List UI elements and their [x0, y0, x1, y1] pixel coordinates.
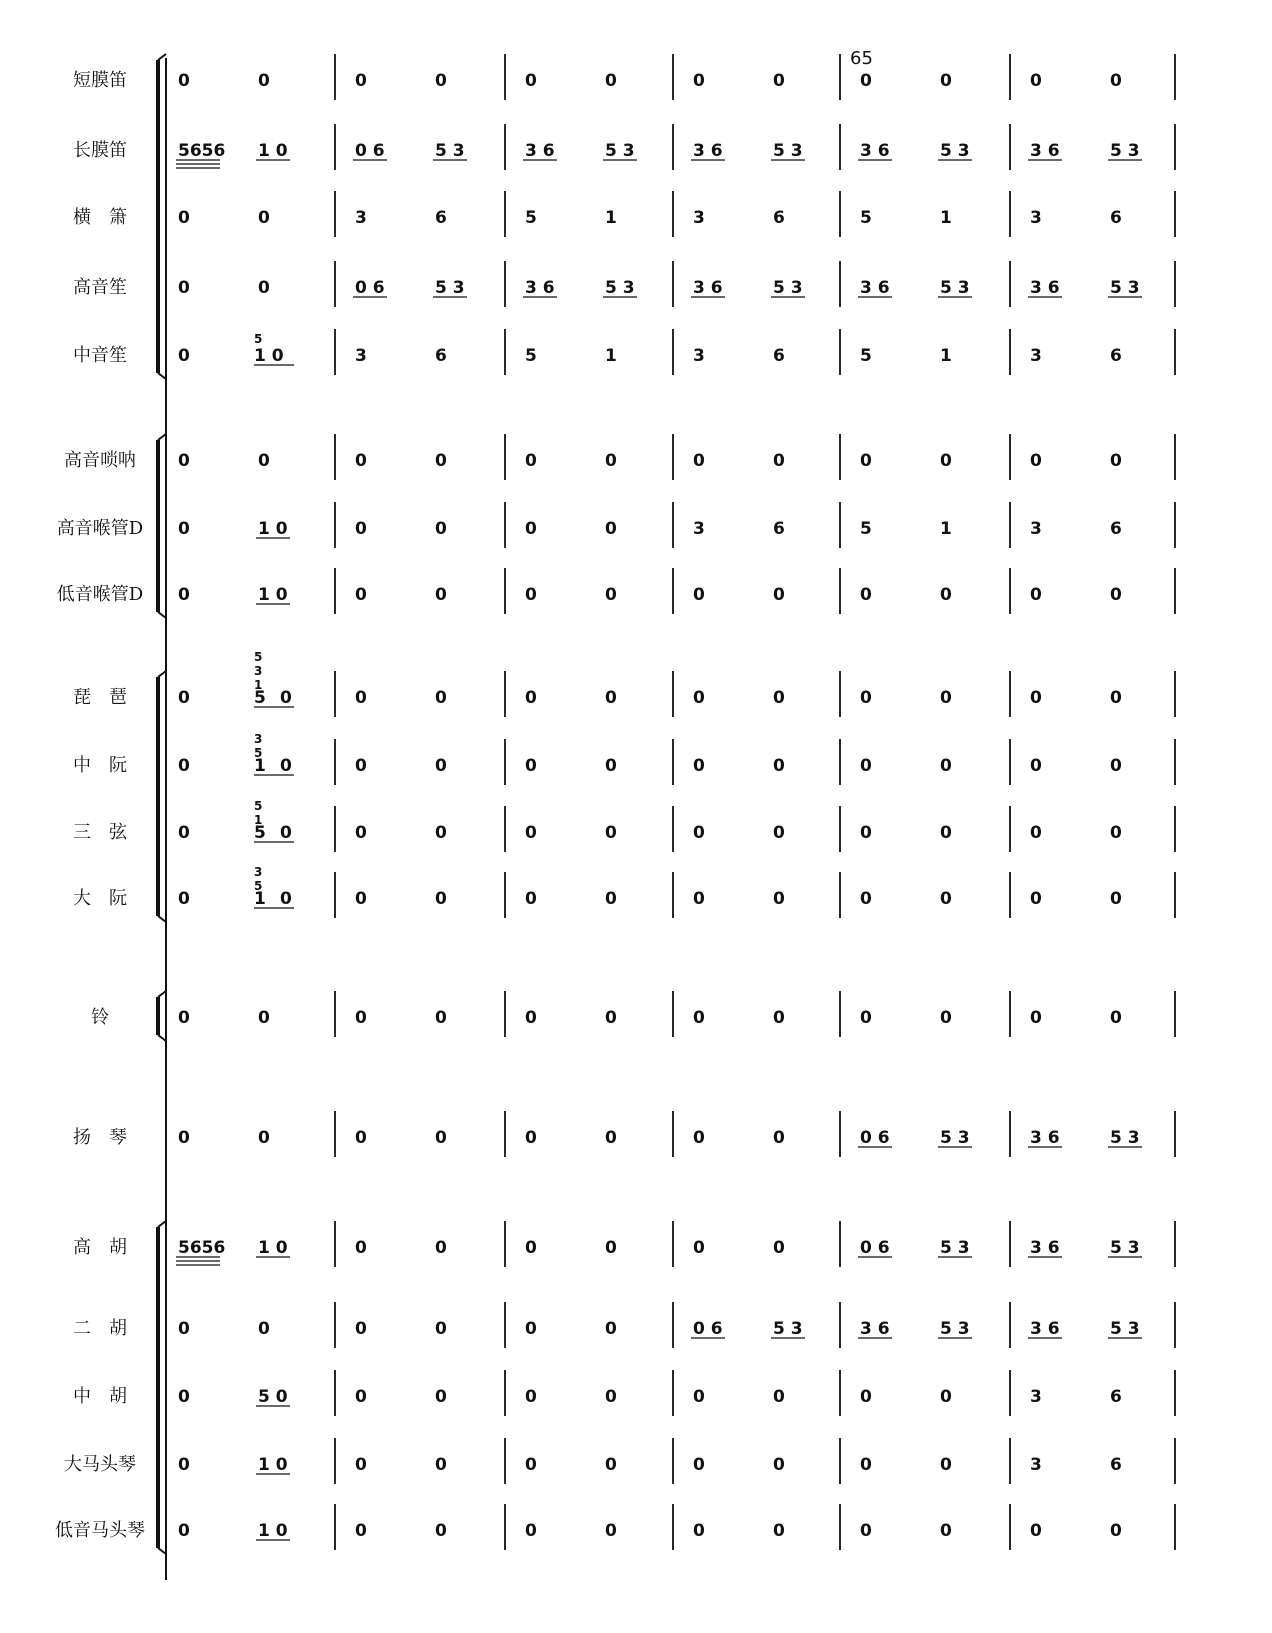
note: 5 — [525, 208, 537, 228]
note: 0 6 — [860, 1128, 890, 1148]
note: 0 — [1030, 688, 1042, 708]
note: 0 — [355, 1319, 367, 1339]
note: 0 — [860, 756, 872, 776]
note: 0 — [773, 823, 785, 843]
note: 6 — [435, 346, 447, 366]
note: 6 — [1110, 519, 1122, 539]
instrument-label: 低音喉管D — [56, 584, 144, 605]
note: 0 — [1110, 823, 1122, 843]
note: 0 — [693, 1521, 705, 1541]
note: 0 — [258, 71, 270, 91]
note: 0 — [525, 1521, 537, 1541]
note: 0 — [258, 1319, 270, 1339]
note: 0 — [940, 1521, 952, 1541]
note: 0 — [258, 278, 270, 298]
note: 0 — [1030, 889, 1042, 909]
note: 0 — [178, 451, 190, 471]
note: 0 — [773, 585, 785, 605]
note: 0 — [940, 688, 952, 708]
note: 0 6 — [355, 141, 385, 161]
bracket-hook — [158, 434, 166, 440]
instrument-label: 扬 琴 — [73, 1127, 127, 1148]
note: 0 — [1030, 71, 1042, 91]
note: 5 — [860, 208, 872, 228]
note: 0 — [355, 71, 367, 91]
note: 0 — [693, 756, 705, 776]
bracket-hook — [158, 671, 166, 677]
instrument-label: 中 阮 — [73, 755, 127, 776]
note: 0 — [258, 1008, 270, 1028]
note: 6 — [1110, 346, 1122, 366]
note: 0 — [525, 1128, 537, 1148]
note: 0 — [178, 756, 190, 776]
note: 3 6 — [1030, 278, 1060, 298]
note: 0 — [435, 688, 447, 708]
note: 0 — [355, 823, 367, 843]
note: 6 — [773, 208, 785, 228]
notation — [176, 71, 1142, 1541]
instrument-label: 大马头琴 — [64, 1454, 136, 1475]
note: 0 — [940, 889, 952, 909]
note: 0 — [280, 688, 292, 708]
note: 0 — [178, 585, 190, 605]
instrument-label: 中 胡 — [73, 1386, 127, 1407]
note: 0 6 — [355, 278, 385, 298]
chord-note: 3 — [254, 664, 263, 678]
note: 3 — [1030, 1455, 1042, 1475]
note: 3 — [693, 208, 705, 228]
bracket-hook — [158, 54, 166, 60]
instrument-label: 低音马头琴 — [55, 1520, 145, 1541]
bracket-hook — [158, 916, 166, 922]
note: 0 — [773, 1238, 785, 1258]
bracket-hook — [158, 373, 166, 379]
instrument-label: 大 阮 — [73, 888, 127, 909]
note: 3 6 — [1030, 141, 1060, 161]
note: 3 — [693, 346, 705, 366]
note: 0 — [693, 585, 705, 605]
note: 0 — [525, 585, 537, 605]
chord-note: 1 — [254, 889, 266, 909]
note: 0 — [355, 889, 367, 909]
note: 5656 — [178, 141, 226, 161]
note: 0 — [693, 451, 705, 471]
note: 3 — [1030, 1387, 1042, 1407]
note: 0 — [355, 519, 367, 539]
note: 5 3 — [435, 278, 465, 298]
note: 0 — [435, 1455, 447, 1475]
note: 0 — [435, 585, 447, 605]
chord-note: 5 — [254, 332, 263, 346]
note: 0 — [1110, 889, 1122, 909]
note: 0 — [435, 889, 447, 909]
note: 0 — [178, 71, 190, 91]
note: 0 — [1110, 756, 1122, 776]
note: 5 — [860, 519, 872, 539]
note: 0 — [605, 688, 617, 708]
instrument-label: 高音唢呐 — [64, 450, 136, 471]
instrument-label: 高音喉管D — [56, 518, 144, 539]
note: 0 — [860, 688, 872, 708]
bracket-hook — [158, 1548, 166, 1554]
note: 0 — [355, 1521, 367, 1541]
note: 0 — [435, 756, 447, 776]
note: 0 — [605, 585, 617, 605]
note: 5 3 — [605, 141, 635, 161]
note: 0 — [860, 1008, 872, 1028]
note: 0 — [525, 1319, 537, 1339]
note: 0 — [178, 1455, 190, 1475]
note: 0 — [1110, 71, 1122, 91]
note: 5 3 — [773, 1319, 803, 1339]
note: 0 — [435, 1387, 447, 1407]
note: 0 — [435, 451, 447, 471]
note: 0 — [178, 1387, 190, 1407]
chord-note: 1 — [254, 813, 263, 827]
note: 5 — [860, 346, 872, 366]
note: 3 6 — [693, 278, 723, 298]
note: 0 — [605, 1008, 617, 1028]
note: 0 — [525, 688, 537, 708]
note: 1 0 — [258, 585, 288, 605]
note: 3 — [1030, 346, 1042, 366]
note: 5 3 — [605, 278, 635, 298]
note: 3 — [1030, 519, 1042, 539]
note: 0 — [605, 1521, 617, 1541]
instrument-label: 短膜笛 — [73, 70, 127, 91]
note: 0 — [178, 1008, 190, 1028]
note: 0 — [1030, 756, 1042, 776]
note: 0 — [605, 1455, 617, 1475]
note: 1 0 — [258, 519, 288, 539]
instrument-label: 高音笙 — [73, 277, 127, 298]
note: 0 — [605, 519, 617, 539]
note: 0 — [435, 519, 447, 539]
note: 0 — [178, 208, 190, 228]
note: 0 — [258, 451, 270, 471]
note: 0 — [1110, 585, 1122, 605]
instrument-label: 中音笙 — [73, 345, 127, 366]
note: 0 — [1030, 585, 1042, 605]
note: 1 0 — [258, 1455, 288, 1475]
chord-note: 5 — [254, 746, 263, 760]
note: 0 — [355, 1455, 367, 1475]
note: 1 — [605, 208, 617, 228]
bracket-hook — [158, 612, 166, 618]
chord-note: 5 — [254, 688, 266, 708]
note: 3 6 — [860, 141, 890, 161]
note: 0 — [435, 71, 447, 91]
note: 0 — [693, 71, 705, 91]
note: 0 — [355, 688, 367, 708]
note: 0 — [280, 823, 292, 843]
note: 0 — [178, 823, 190, 843]
note: 0 — [435, 1008, 447, 1028]
note: 5 3 — [435, 141, 465, 161]
note: 0 — [605, 756, 617, 776]
note: 0 — [773, 71, 785, 91]
note: 3 — [355, 208, 367, 228]
note: 6 — [1110, 1387, 1122, 1407]
note: 0 — [178, 1319, 190, 1339]
note: 0 — [525, 519, 537, 539]
note: 1 0 — [258, 1521, 288, 1541]
note: 0 — [178, 889, 190, 909]
note: 0 — [435, 1238, 447, 1258]
note: 0 — [605, 451, 617, 471]
note: 0 — [280, 889, 292, 909]
note: 0 — [860, 889, 872, 909]
note: 0 — [355, 1008, 367, 1028]
note: 0 — [860, 823, 872, 843]
note: 0 — [693, 823, 705, 843]
note: 0 — [693, 889, 705, 909]
note: 0 — [258, 1128, 270, 1148]
note: 0 — [605, 1387, 617, 1407]
chord-note: 3 — [254, 732, 263, 746]
note: 1 — [940, 208, 952, 228]
note: 0 — [773, 1387, 785, 1407]
note: 0 — [355, 756, 367, 776]
note: 0 — [258, 208, 270, 228]
note: 0 — [525, 1238, 537, 1258]
note: 3 6 — [693, 141, 723, 161]
note: 0 — [355, 451, 367, 471]
note: 6 — [1110, 208, 1122, 228]
note: 0 — [773, 1521, 785, 1541]
instrument-label: 高 胡 — [73, 1237, 127, 1258]
note: 5 3 — [940, 1319, 970, 1339]
chord-note: 5 — [254, 799, 263, 813]
note: 0 — [435, 1319, 447, 1339]
note: 5 3 — [1110, 278, 1140, 298]
note: 0 — [178, 346, 190, 366]
page-number: 65 — [850, 48, 873, 69]
note: 3 6 — [525, 278, 555, 298]
staff-structure — [158, 54, 1175, 1580]
note: 0 — [355, 1238, 367, 1258]
note: 0 6 — [693, 1319, 723, 1339]
note: 0 — [693, 1455, 705, 1475]
note: 1 0 — [258, 1238, 288, 1258]
note: 0 — [1030, 823, 1042, 843]
note: 0 — [605, 71, 617, 91]
note: 0 — [1030, 451, 1042, 471]
note: 0 — [525, 756, 537, 776]
note: 0 — [940, 585, 952, 605]
note: 0 — [693, 1008, 705, 1028]
note: 0 — [860, 71, 872, 91]
note: 0 — [773, 688, 785, 708]
note: 1 — [605, 346, 617, 366]
note: 1 — [940, 346, 952, 366]
note: 6 — [773, 346, 785, 366]
chord-note: 1 — [254, 678, 263, 692]
note: 0 — [860, 1521, 872, 1541]
instrument-label: 三 弦 — [73, 822, 127, 843]
note: 0 — [940, 71, 952, 91]
note: 5 3 — [940, 1128, 970, 1148]
note: 0 — [178, 688, 190, 708]
note: 5 — [525, 346, 537, 366]
note: 0 — [525, 823, 537, 843]
note: 0 — [605, 1319, 617, 1339]
note: 0 — [435, 823, 447, 843]
note: 0 — [860, 451, 872, 471]
note: 0 — [605, 823, 617, 843]
note: 0 — [860, 1455, 872, 1475]
note: 0 — [525, 451, 537, 471]
note: 0 — [355, 1128, 367, 1148]
note: 5 3 — [940, 1238, 970, 1258]
instrument-label: 长膜笛 — [73, 140, 127, 161]
note: 3 6 — [1030, 1319, 1060, 1339]
note: 0 — [940, 823, 952, 843]
bracket-hook — [158, 991, 166, 997]
note: 0 — [1110, 1521, 1122, 1541]
note: 0 — [355, 585, 367, 605]
note: 5 3 — [1110, 1128, 1140, 1148]
note: 5656 — [178, 1238, 226, 1258]
note: 6 — [435, 208, 447, 228]
note: 0 — [178, 1521, 190, 1541]
instrument-labels — [55, 70, 145, 1541]
note: 0 — [693, 1128, 705, 1148]
note: 5 3 — [773, 141, 803, 161]
note: 0 — [1030, 1521, 1042, 1541]
note: 5 3 — [940, 278, 970, 298]
note: 0 — [178, 278, 190, 298]
note: 0 — [773, 1455, 785, 1475]
note: 0 — [178, 1128, 190, 1148]
note: 0 — [605, 1238, 617, 1258]
note: 3 — [355, 346, 367, 366]
note: 0 — [860, 585, 872, 605]
note: 0 — [773, 889, 785, 909]
note: 6 — [773, 519, 785, 539]
note: 3 6 — [860, 1319, 890, 1339]
chord-note: 5 — [254, 650, 263, 664]
note: 3 — [693, 519, 705, 539]
note: 3 6 — [1030, 1238, 1060, 1258]
note: 1 0 — [254, 346, 284, 366]
note: 5 0 — [258, 1387, 288, 1407]
note: 0 — [773, 451, 785, 471]
note: 3 6 — [525, 141, 555, 161]
note: 0 — [693, 688, 705, 708]
note: 0 — [940, 1008, 952, 1028]
chord-note: 5 — [254, 879, 263, 893]
note: 0 — [1110, 1008, 1122, 1028]
note: 1 — [940, 519, 952, 539]
note: 0 — [280, 756, 292, 776]
note: 0 — [693, 1387, 705, 1407]
note: 0 — [525, 71, 537, 91]
note: 3 6 — [860, 278, 890, 298]
note: 0 — [1110, 451, 1122, 471]
note: 0 — [1030, 1008, 1042, 1028]
note: 0 — [605, 1128, 617, 1148]
note: 0 — [940, 1455, 952, 1475]
note: 0 — [435, 1521, 447, 1541]
note: 0 — [525, 1387, 537, 1407]
note: 0 — [525, 889, 537, 909]
note: 0 — [525, 1455, 537, 1475]
note: 5 3 — [1110, 1319, 1140, 1339]
note: 0 — [940, 756, 952, 776]
instrument-label: 琵 琶 — [73, 687, 127, 708]
bracket-hook — [158, 1221, 166, 1227]
note: 3 6 — [1030, 1128, 1060, 1148]
note: 0 — [435, 1128, 447, 1148]
note: 0 — [355, 1387, 367, 1407]
chord-note: 1 — [254, 756, 266, 776]
note: 3 — [1030, 208, 1042, 228]
note: 0 — [773, 756, 785, 776]
note: 0 — [773, 1128, 785, 1148]
note: 0 — [693, 1238, 705, 1258]
note: 5 3 — [1110, 1238, 1140, 1258]
note: 5 3 — [773, 278, 803, 298]
note: 6 — [1110, 1455, 1122, 1475]
note: 0 6 — [860, 1238, 890, 1258]
note: 0 — [178, 519, 190, 539]
chord-note: 3 — [254, 865, 263, 879]
note: 0 — [860, 1387, 872, 1407]
note: 5 3 — [1110, 141, 1140, 161]
note: 0 — [1110, 688, 1122, 708]
note: 0 — [605, 889, 617, 909]
note: 0 — [525, 1008, 537, 1028]
note: 0 — [940, 1387, 952, 1407]
instrument-label: 铃 — [91, 1007, 109, 1028]
chord-note: 5 — [254, 823, 266, 843]
note: 0 — [940, 451, 952, 471]
note: 5 3 — [940, 141, 970, 161]
instrument-label: 横 箫 — [73, 207, 127, 228]
note: 1 0 — [258, 141, 288, 161]
instrument-label: 二 胡 — [73, 1318, 127, 1339]
bracket-hook — [158, 1035, 166, 1041]
note: 0 — [773, 1008, 785, 1028]
